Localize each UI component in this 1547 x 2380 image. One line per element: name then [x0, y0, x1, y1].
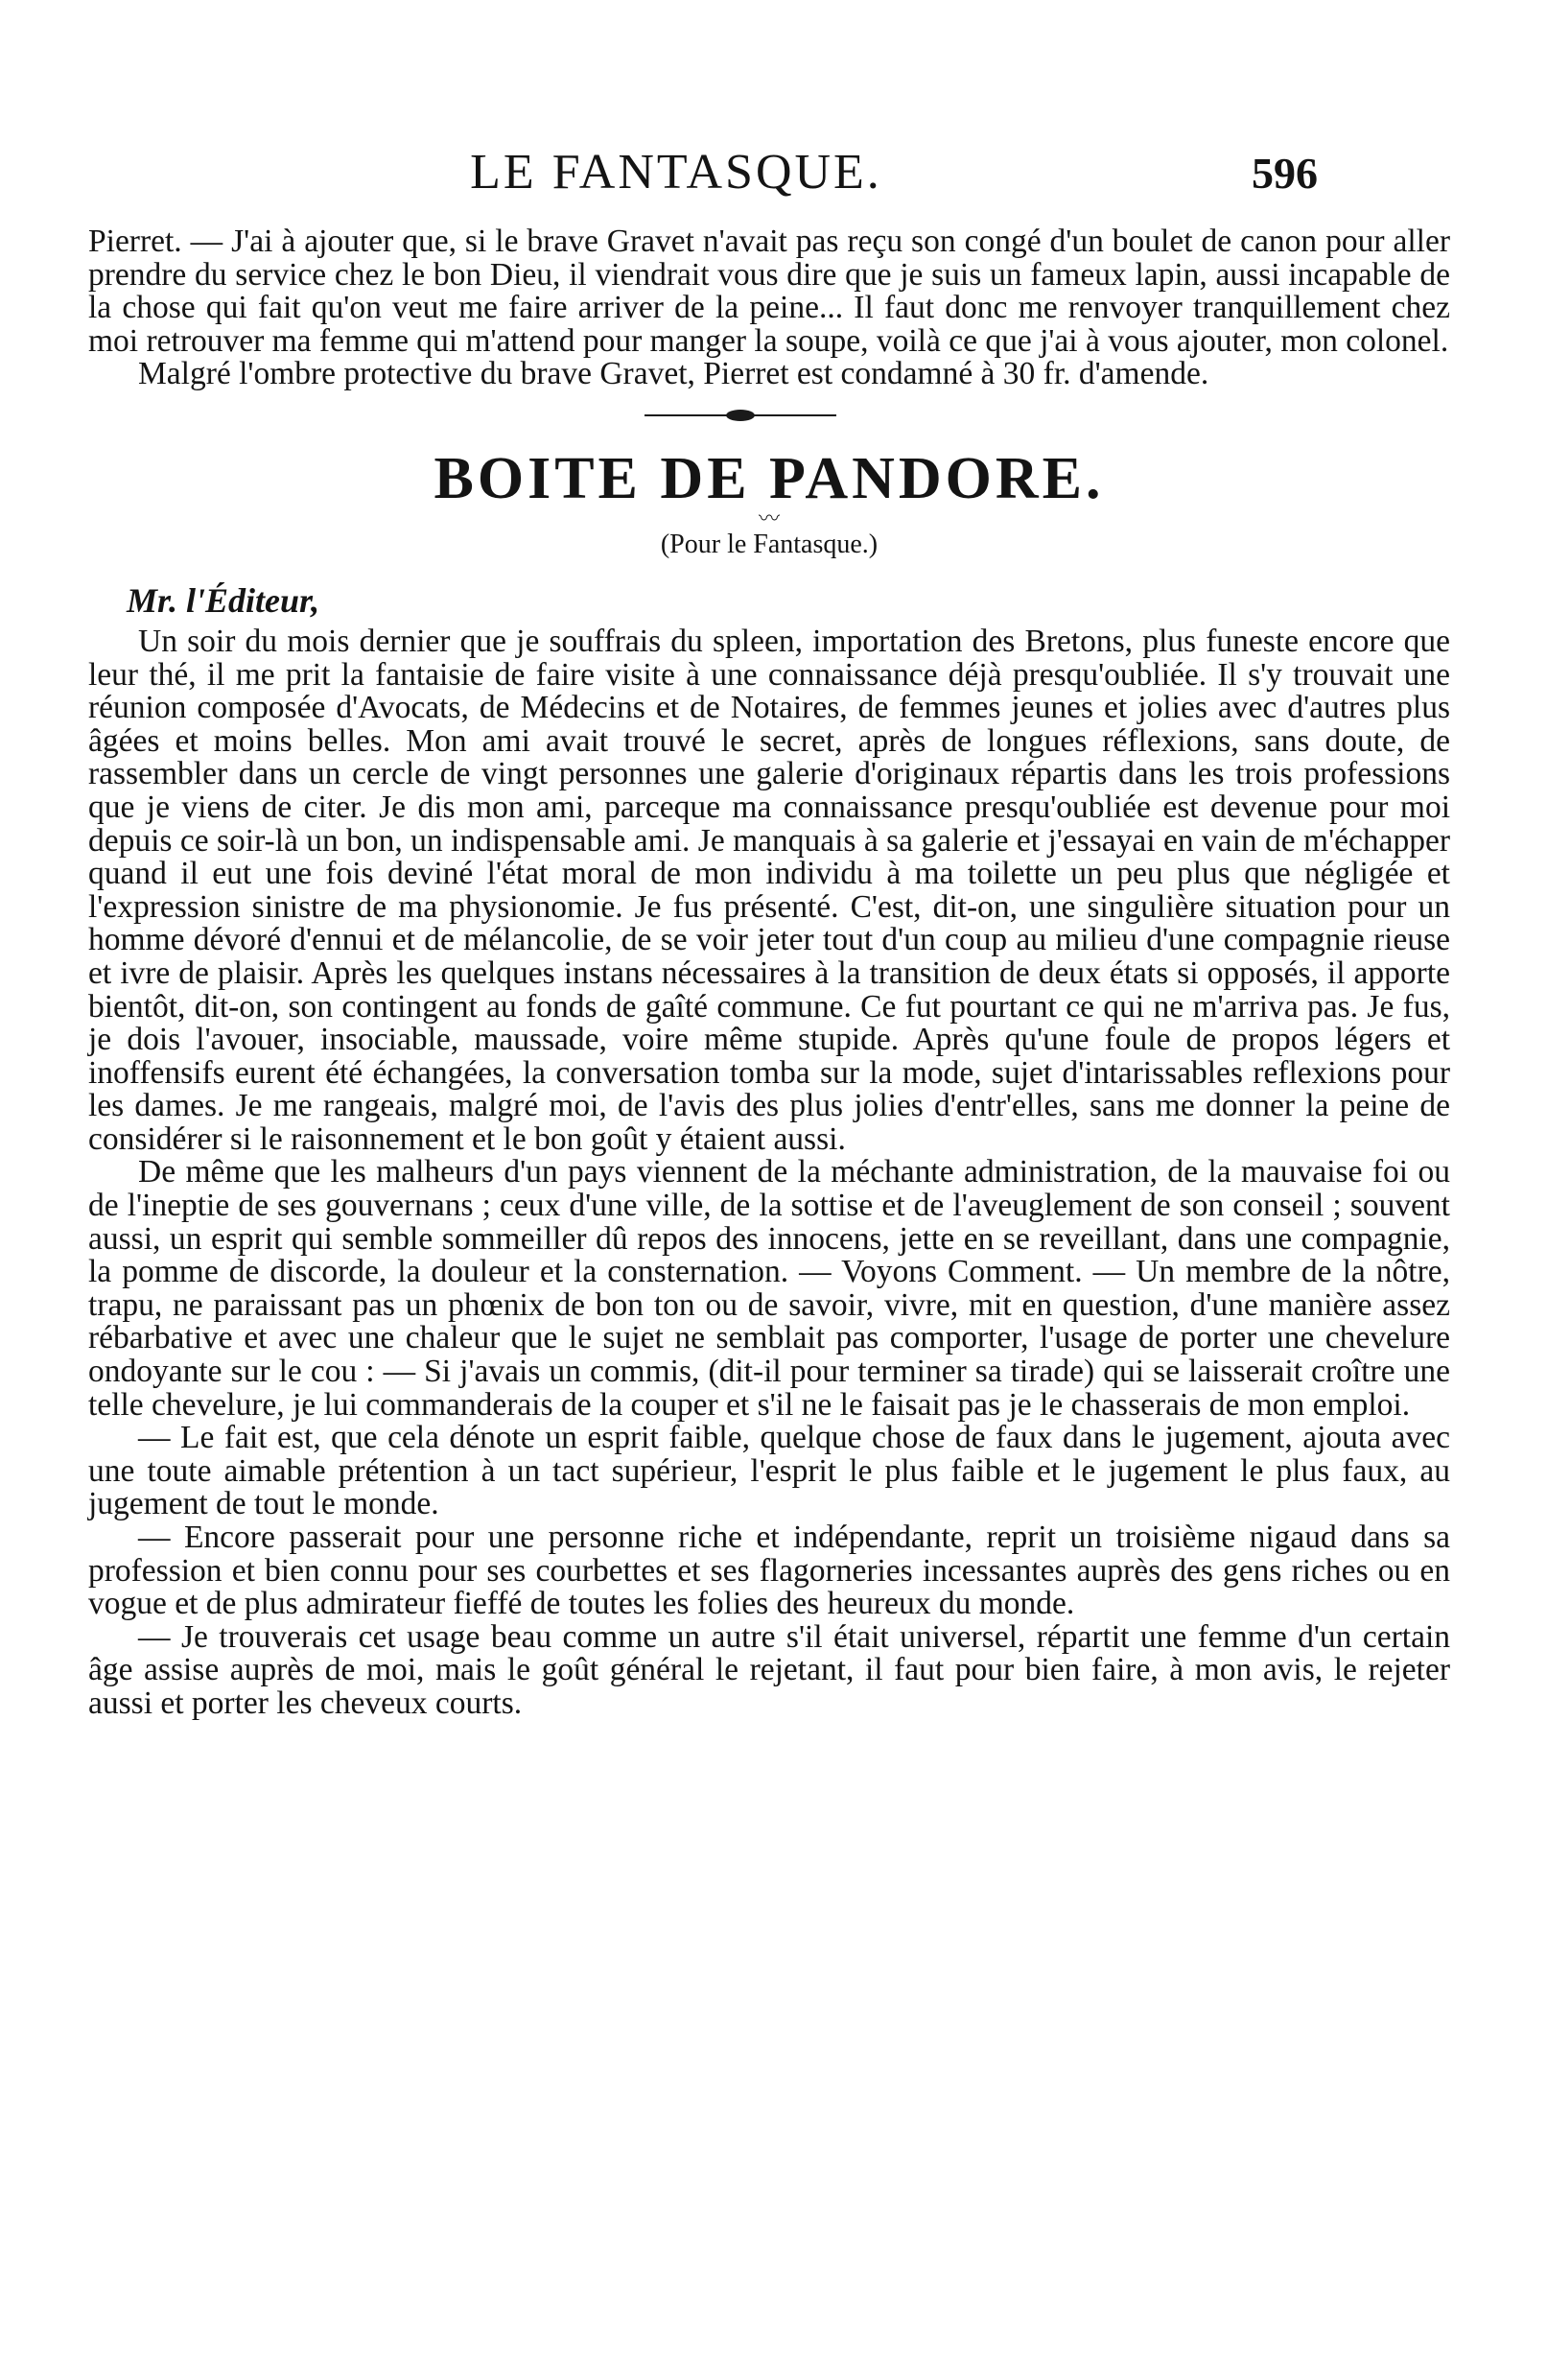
divider-ornament: [726, 410, 755, 421]
section-divider: [88, 391, 1450, 445]
page-body: [88, 225, 1450, 1721]
prior-article-paragraph: Malgré l'ombre protective du brave Gravet, Pierret est condamné à 30 fr. d'amende.: [138, 356, 1209, 392]
article-paragraph: Un soir du mois dernier que je souffrais du spleen, importation des Bretons, plus funeste encore que leur thé, il me prit la fantaisie de faire visite à une connaissance déjà presqu'oubliée. Il s'y trouvait une réunion composée d'Avocats, de Médecins et de Notaires, de femmes jeunes et jolies avec d'autres plus âgées et moins belles. Mon ami avait trouvé le secret, après de longues réflexions, sans doute, de rassembler dans un cercle de vingt personnes une galerie d'originaux répartis dans les trois professions que je viens de citer. Je dis mon ami, parceque ma connaissance presqu'oubliée est devenue pour moi depuis ce soir-là un bon, un indispensable ami. Je manquais à sa galerie et j'essayai en vain de m'échapper quand il eut une fois deviné l'état moral de mon individu à ma toilette un peu plus que négligée et l'expression sinistre de ma physionomie. Je fus présenté. C'est, dit-on, une singulière situation pour un homme dévoré d'ennui et de mélancolie, de se voir jeter tout d'un coup au milieu d'une compagnie rieuse et ivre de plaisir. Après les quelques instans nécessaires à la transition de deux états si opposés, il apporte bientôt, dit-on, son contingent au fonds de gaîté commune. Ce fut pourtant ce qui ne m'arriva pas. Je fus, je dois l'avouer, insociable, maussade, voire même stupide. Après qu'une foule de propos légers et inoffensifs eurent été échangées, la conversation tomba sur la mode, sujet d'intarissables reflexions pour les dames. Je me rangeais, malgré moi, de l'avis des plus jolies d'entr'elles, sans me donner la peine de considérer si le raisonnement et le bon goût y étaient aussi.: [88, 623, 1450, 1157]
article-paragraph: — Le fait est, que cela dénote un esprit faible, quelque chose de faux dans le jugement, ajouta avec une toute aimable prétention à un tact supérieur, l'esprit le plus faible et le jugement le plus faux, au jugement de tout le monde.: [88, 1420, 1450, 1522]
page-header: [0, 144, 1547, 221]
article-paragraph: — Encore passerait pour une personne riche et indépendante, reprit un troisième nigaud dans sa profession et bien connu pour ses courbettes et ses flagorneries incessantes auprès des gens riches ou en vogue et de plus admirateur fieffé de toutes les folies des heureux du monde.: [88, 1520, 1450, 1622]
page-number: 596: [1252, 149, 1318, 198]
article-subtitle: (Pour le Fantasque.): [660, 529, 879, 559]
running-title: LE FANTASQUE.: [470, 145, 882, 200]
salutation: Mr. l'Éditeur,: [127, 580, 320, 620]
article-paragraph: De même que les malheurs d'un pays viennent de la méchante administration, de la mauvaise foi ou de l'ineptie de ses gouvernans ; ceux d'une ville, de la sottise et de l'aveuglement de son conseil ; souvent aussi, un esprit qui semble sommeiller dû repos des innocens, jette en se reveillant, dans une compagnie, la pomme de discorde, la douleur et la consternation. — Voyons Comment. — Un membre de la nôtre, trapu, ne paraissant pas un phœnix de bon ton ou de savoir, vivre, mit en question, d'une manière assez rébarbative et avec une chaleur que le sujet ne semblait pas comporter, l'usage de porter une chevelure ondoyante sur le cou : — Si j'avais un commis, (dit-il pour terminer sa tirade) qui se laisserait croître une telle chevelure, je lui commanderais de la couper et s'il ne le faisait pas je le chasserais de mon emploi.: [88, 1154, 1450, 1423]
article-title: BOITE DE PANDORE.: [434, 445, 1105, 511]
prior-article-paragraph: Pierret. — J'ai à ajouter que, si le brave Gravet n'avait pas reçu son congé d'un boulet de canon pour aller prendre du service chez le bon Dieu, il viendrait vous dire que je suis un fameux lapin, aussi incapable de la chose qui fait qu'on veut me faire arriver de la peine... Il faut donc me renvoyer tranquillement chez moi retrouver ma femme qui m'attend pour manger la soupe, voilà ce que j'ai à vous ajouter, mon colonel.: [88, 224, 1450, 359]
article-paragraph: — Je trouverais cet usage beau comme un autre s'il était universel, répartit une femme d'un certain âge assise auprès de moi, mais le goût général le rejetant, il faut pour bien faire, à mon avis, le rejeter aussi et porter les cheveux courts.: [88, 1618, 1450, 1721]
title-ornament: 〰: [758, 506, 780, 530]
